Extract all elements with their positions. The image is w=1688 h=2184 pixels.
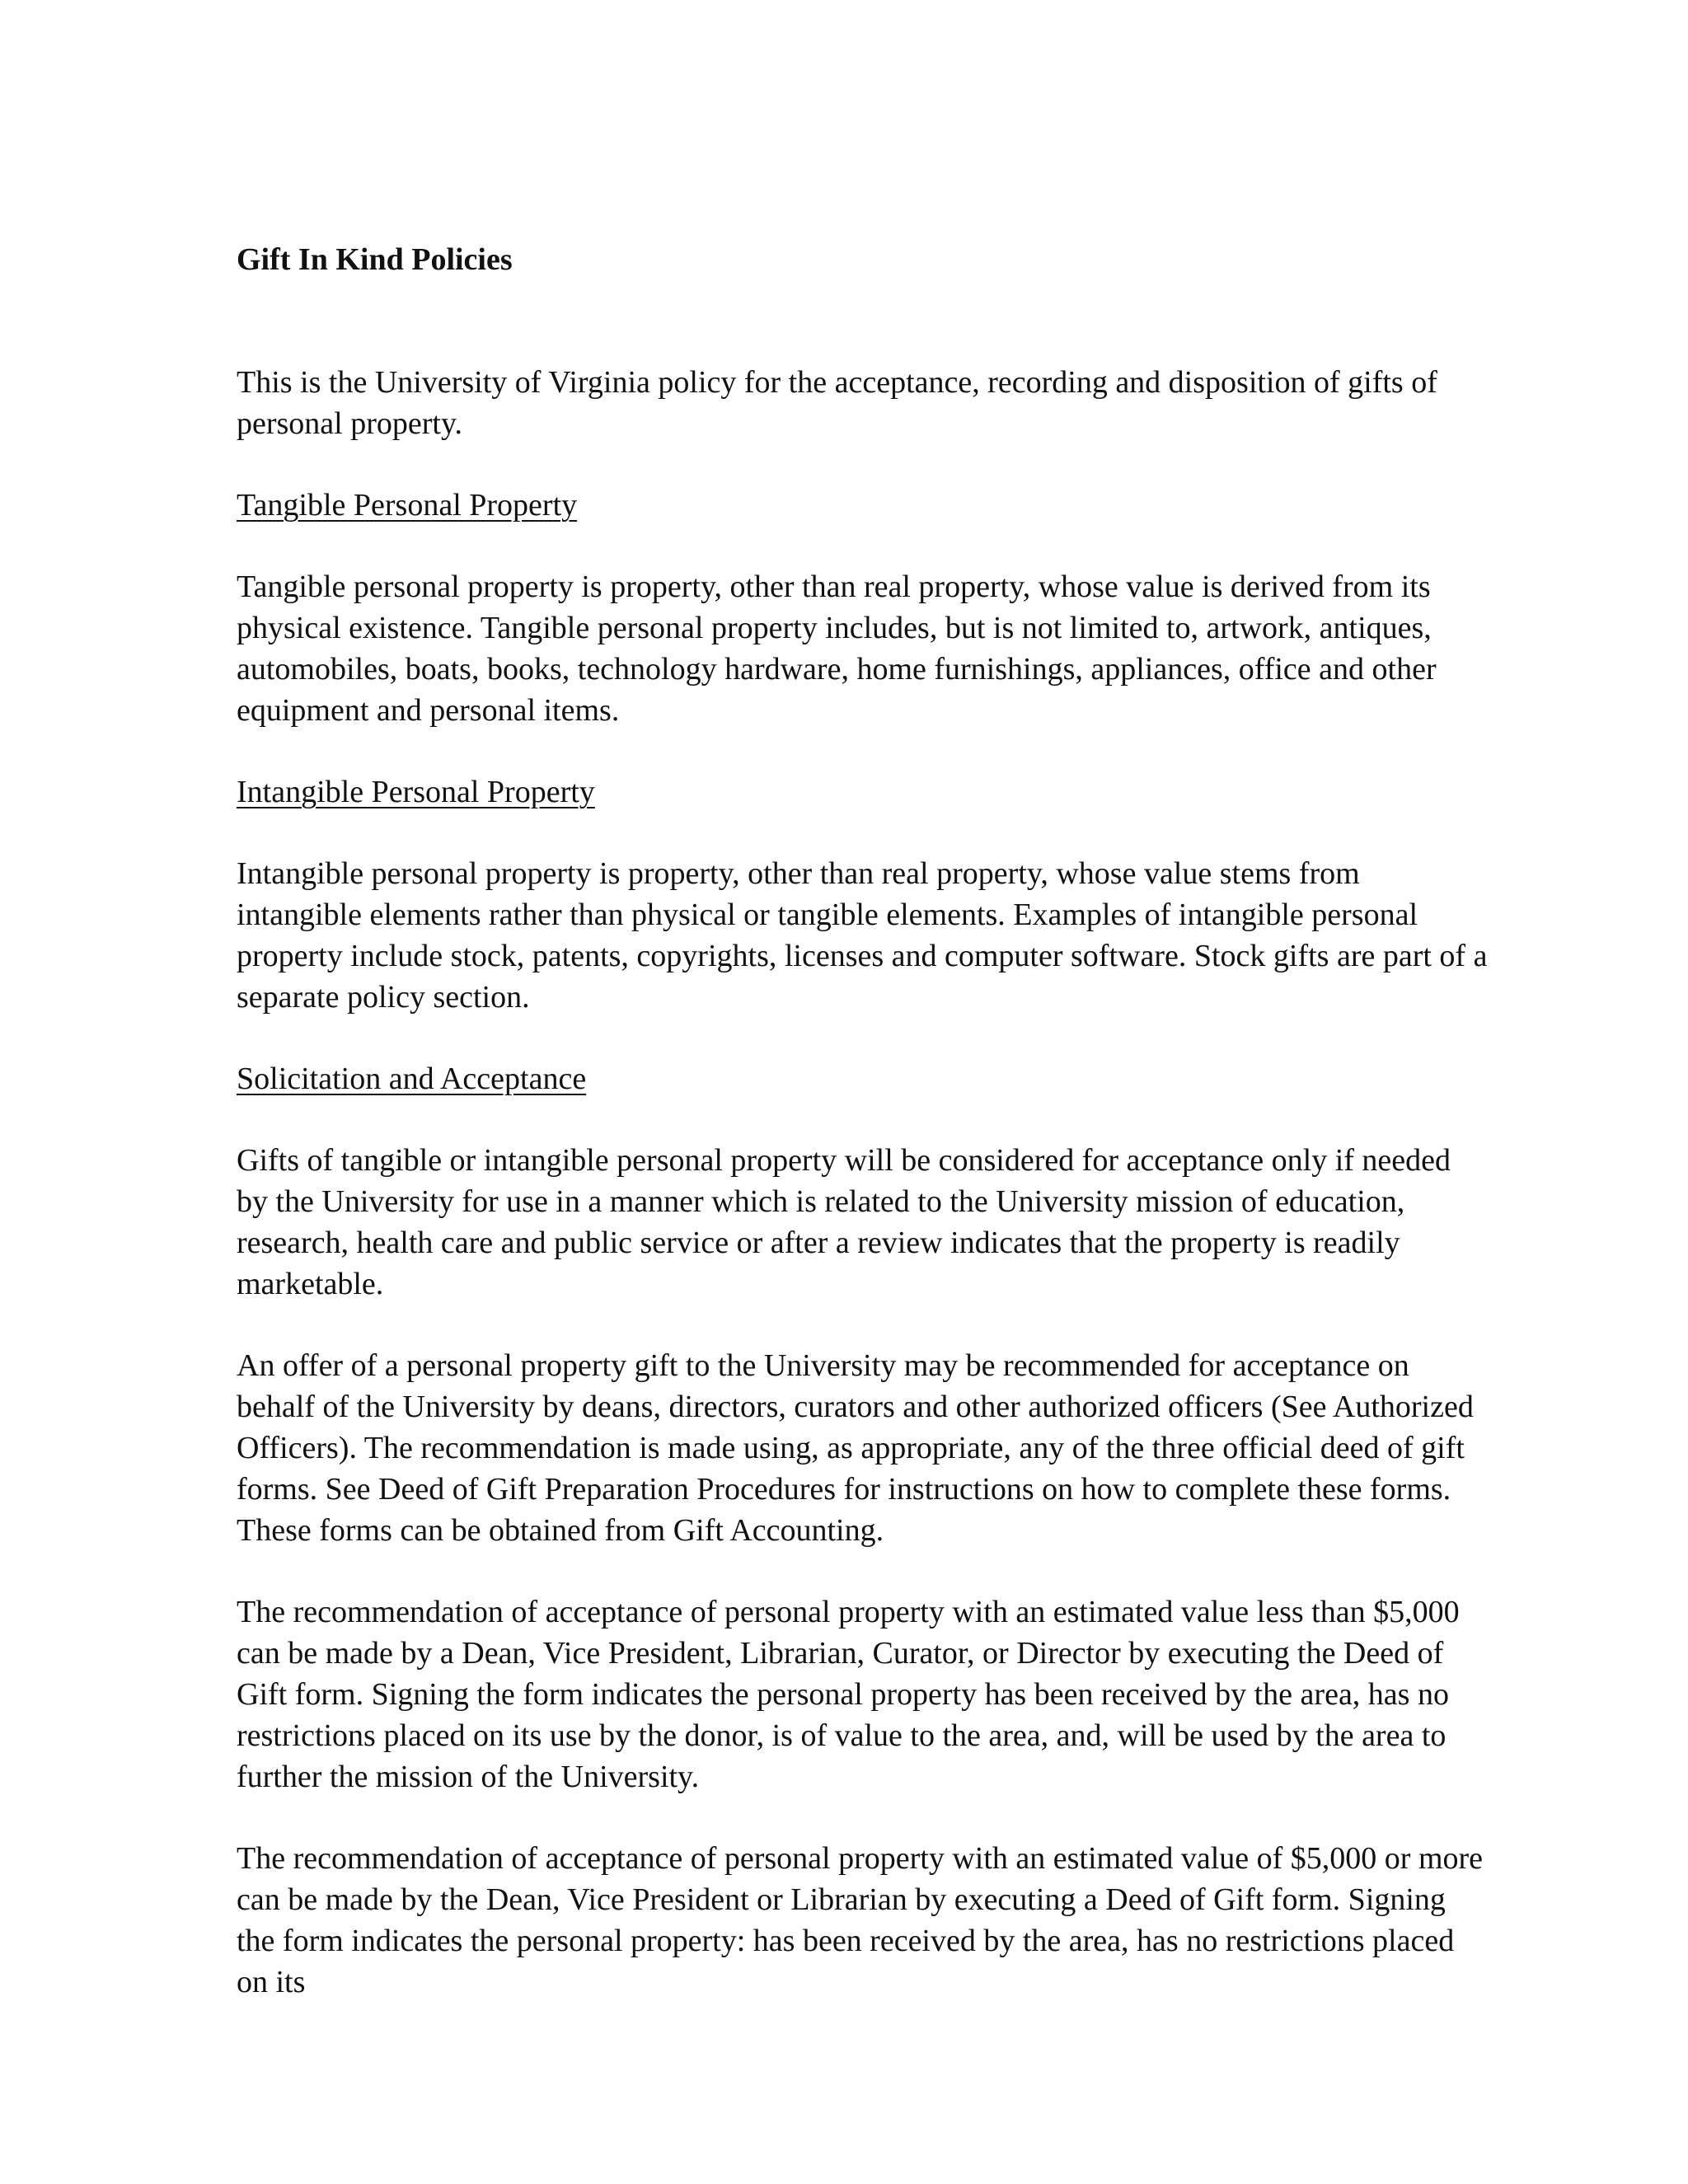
document-body <box>237 239 1489 2043</box>
section-heading-intangible: Intangible Personal Property <box>237 775 595 809</box>
section-heading-solicitation: Solicitation and Acceptance <box>237 1062 587 1096</box>
paragraph-under-5000: The recommendation of acceptance of personal property with an estimated value less than $5,000 can be made by a Dean, Vice President, Librarian, Curator, or Director by executing the Deed of Gift form. Signing the form indicates the personal property has been received by the area, has no restrictions placed on its use by the donor, is of value to the area, and, will be used by the area to further the mission of the University. <box>237 1595 1460 1794</box>
paragraph-acceptance-criteria: Gifts of tangible or intangible personal property will be considered for acceptance only if needed by the University for use in a manner which is related to the University mission of education, research, health care and public service or after a review indicates that the property is readily marketable. <box>237 1143 1451 1301</box>
paragraph-authorized-officers: An offer of a personal property gift to the University may be recommended for acceptance on behalf of the University by deans, directors, curators and other authorized officers (See Authorized Officers). The recommendation is made using, as appropriate, any of the three official deed of gift forms. See Deed of Gift Preparation Procedures for instructions on how to complete these forms. These forms can be obtained from Gift Accounting. <box>237 1348 1474 1548</box>
section-heading-tangible: Tangible Personal Property <box>237 488 578 523</box>
title-spacer <box>237 280 1489 362</box>
intro-paragraph: This is the University of Virginia policy for the acceptance, recording and disposition of gifts of personal property. <box>237 365 1437 441</box>
paragraph-5000-or-more: The recommendation of acceptance of personal property with an estimated value of $5,000 or more can be made by the Dean, Vice President or Librarian by executing a Deed of Gift form. Signing the form indicates the personal property: has been received by the area, has no restrictions placed on its <box>237 1841 1484 1999</box>
document-title: Gift In Kind Policies <box>237 242 513 277</box>
paragraph-intangible-definition: Intangible personal property is property, other than real property, whose value stems from intangible elements rather than physical or tangible elements. Examples of intangible personal property include stock, patents, copyrights, licenses and computer software. Stock gifts are part of a separate policy section. <box>237 856 1488 1015</box>
paragraph-tangible-definition: Tangible personal property is property, other than real property, whose value is derived from its physical existence. Tangible personal property includes, but is not limited to, artwork, antiques, automobiles, boats, books, technology hardware, home furnishings, appliances, office and other equipment and personal items. <box>237 569 1437 728</box>
